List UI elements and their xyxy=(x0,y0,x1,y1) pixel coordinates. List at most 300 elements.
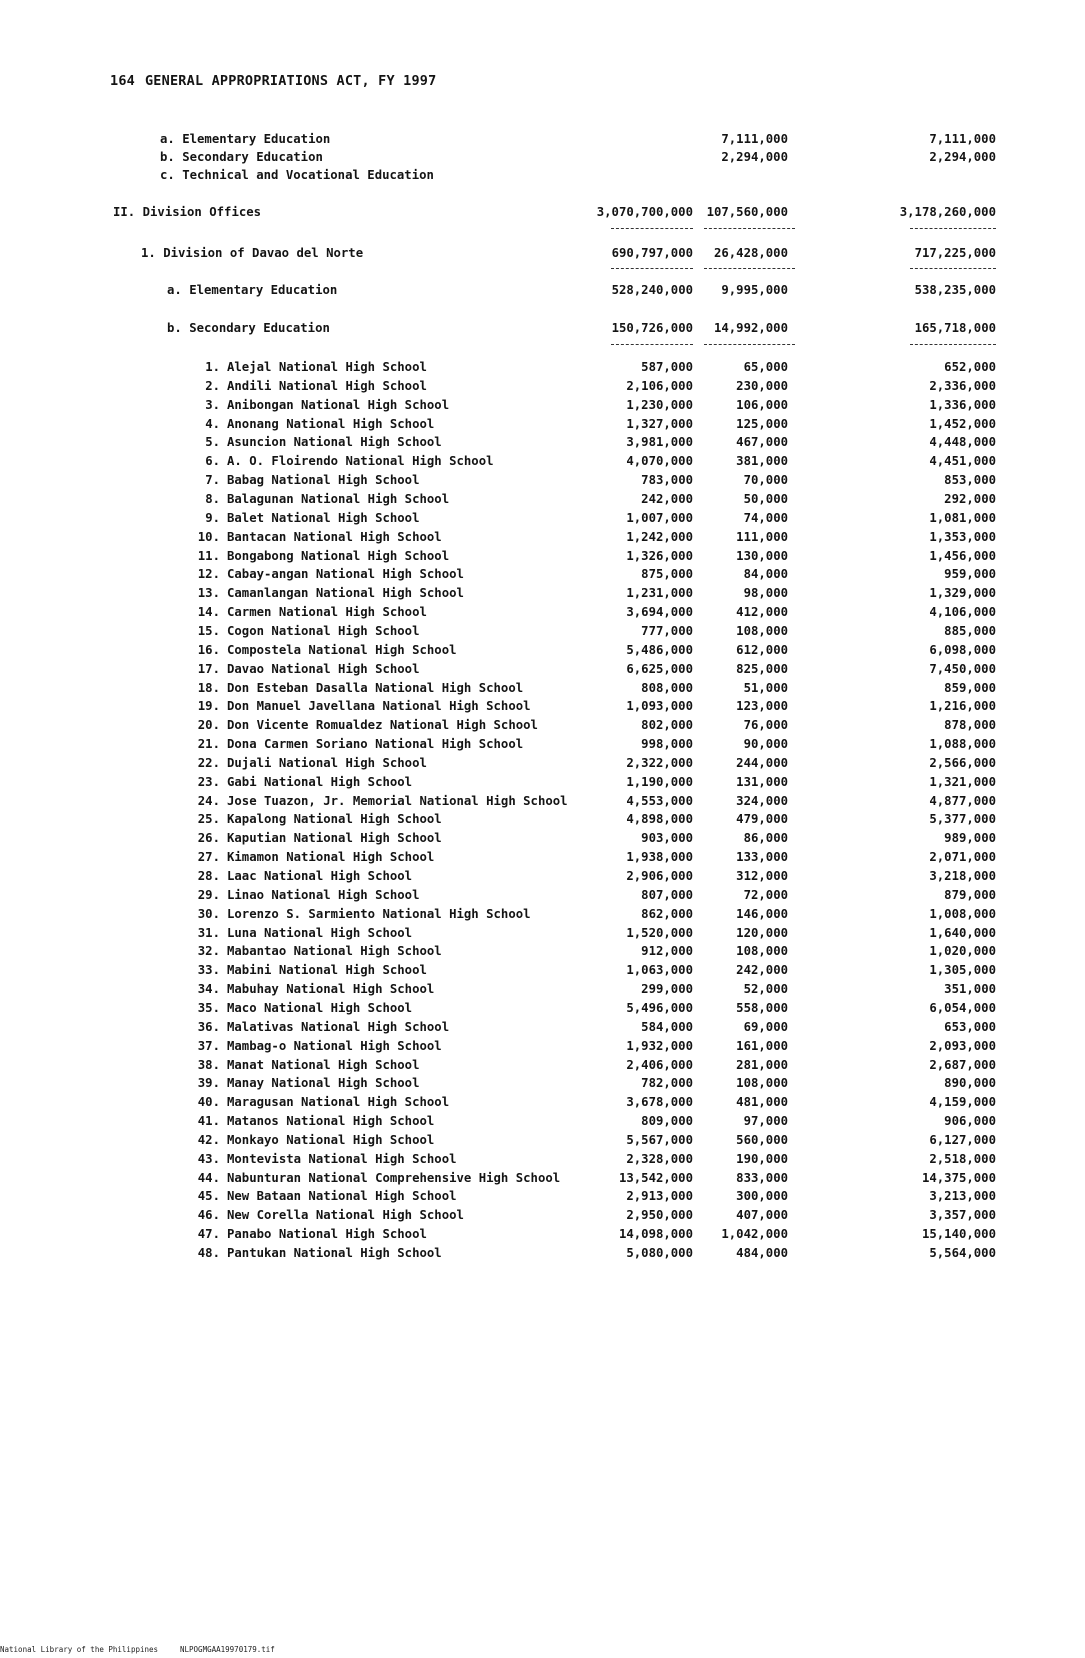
school-row xyxy=(0,793,1085,809)
amount-col1: 1,326,000 xyxy=(626,548,693,563)
school-name: Balagunan National High School xyxy=(227,492,450,506)
school-row xyxy=(0,642,1085,658)
item-row xyxy=(0,167,1085,183)
section-label: II. Division Offices xyxy=(113,205,262,219)
school-name: Anibongan National High School xyxy=(227,397,450,412)
school-number: 36. xyxy=(197,1019,220,1034)
school-row xyxy=(0,943,1085,959)
amount-total: 1,008,000 xyxy=(929,906,996,921)
amount-col1: 4,070,000 xyxy=(626,454,693,469)
school-name: Cabay-angan National High School xyxy=(227,567,464,582)
school-row xyxy=(0,981,1085,997)
amount-total: 15,140,000 xyxy=(921,1227,996,1242)
amount-total: 3,218,000 xyxy=(929,869,996,883)
amount-col1: 4,553,000 xyxy=(626,793,693,808)
amount-col1: 5,080,000 xyxy=(626,1246,693,1260)
rule xyxy=(910,228,996,229)
amount-col2: 86,000 xyxy=(743,831,788,846)
amount-col2: 74,000 xyxy=(743,510,788,525)
school-row xyxy=(0,962,1085,978)
amount-col1: 1,932,000 xyxy=(626,1038,693,1053)
secondary-row xyxy=(0,320,1085,336)
amount-col2: 612,000 xyxy=(736,642,788,657)
division-offices-row xyxy=(0,204,1085,220)
school-row xyxy=(0,811,1085,827)
amount-col2: 2,294,000 xyxy=(721,150,788,164)
amount-total: 890,000 xyxy=(944,1076,996,1091)
amount-col1: 802,000 xyxy=(641,718,693,733)
school-row xyxy=(0,755,1085,771)
amount-col1: 903,000 xyxy=(641,831,693,846)
amount-col2: 97,000 xyxy=(743,1114,788,1128)
amount-col1: 150,726,000 xyxy=(611,321,693,335)
school-name: Bongabong National High School xyxy=(227,548,450,563)
amount-col2: 481,000 xyxy=(736,1095,788,1110)
school-name: Luna National High School xyxy=(227,925,413,940)
amount-col1: 5,496,000 xyxy=(626,1000,693,1015)
amount-total: 653,000 xyxy=(944,1019,996,1034)
school-number: 39. xyxy=(197,1076,220,1091)
school-row xyxy=(0,434,1085,450)
school-name: Don Esteban Dasalla National High School xyxy=(227,680,524,695)
amount-col1: 1,093,000 xyxy=(626,699,693,714)
school-name: Camanlangan National High School xyxy=(227,586,464,601)
amount-total: 2,336,000 xyxy=(929,378,996,393)
school-row xyxy=(0,1113,1085,1129)
amount-col1: 587,000 xyxy=(641,360,693,374)
school-row xyxy=(0,925,1085,941)
school-number: 33. xyxy=(197,963,220,978)
amount-col1: 6,625,000 xyxy=(626,661,693,676)
amount-col2: 412,000 xyxy=(736,605,788,619)
amount-total: 652,000 xyxy=(944,360,996,374)
amount-col1: 14,098,000 xyxy=(618,1227,693,1242)
amount-col2: 111,000 xyxy=(736,529,788,544)
school-number: 29. xyxy=(197,887,220,902)
school-row xyxy=(0,1000,1085,1016)
school-name: Mabini National High School xyxy=(227,963,427,978)
rule xyxy=(611,228,693,229)
amount-col1: 5,567,000 xyxy=(626,1132,693,1147)
school-number: 43. xyxy=(197,1151,220,1166)
school-number: 13. xyxy=(197,586,220,601)
school-row xyxy=(0,1245,1085,1261)
amount-total: 1,088,000 xyxy=(929,737,996,751)
school-name: Babag National High School xyxy=(227,473,420,488)
school-number: 1. xyxy=(205,360,220,374)
school-number: 12. xyxy=(197,567,220,582)
amount-col2: 98,000 xyxy=(743,586,788,601)
amount-col2: 70,000 xyxy=(743,473,788,488)
school-row xyxy=(0,849,1085,865)
school-name: Mambag-o National High School xyxy=(227,1038,442,1053)
school-row xyxy=(0,887,1085,903)
school-row xyxy=(0,1057,1085,1073)
school-name: Panabo National High School xyxy=(227,1227,427,1242)
item-row xyxy=(0,149,1085,165)
school-number: 38. xyxy=(197,1057,220,1072)
amount-col1: 690,797,000 xyxy=(611,246,693,260)
school-name: Kimamon National High School xyxy=(227,850,435,865)
amount-col1: 998,000 xyxy=(641,737,693,751)
school-name: Asuncion National High School xyxy=(227,435,442,450)
amount-total: 1,353,000 xyxy=(929,529,996,544)
amount-total: 2,093,000 xyxy=(929,1038,996,1053)
school-row xyxy=(0,472,1085,488)
amount-total: 885,000 xyxy=(944,623,996,638)
school-name: Dona Carmen Soriano National High School xyxy=(227,737,524,751)
amount-total: 1,329,000 xyxy=(929,586,996,601)
school-number: 14. xyxy=(197,605,220,619)
amount-col2: 120,000 xyxy=(736,925,788,940)
amount-col1: 2,906,000 xyxy=(626,869,693,883)
school-number: 8. xyxy=(205,492,220,506)
school-row xyxy=(0,623,1085,639)
school-row xyxy=(0,585,1085,601)
amount-total: 879,000 xyxy=(944,887,996,902)
amount-total: 7,450,000 xyxy=(929,661,996,676)
amount-total: 165,718,000 xyxy=(914,321,996,335)
school-name: Mabantao National High School xyxy=(227,944,442,959)
school-row xyxy=(0,566,1085,582)
school-name: Kapalong National High School xyxy=(227,812,442,827)
amount-col2: 14,992,000 xyxy=(713,321,788,335)
amount-total: 2,518,000 xyxy=(929,1151,996,1166)
school-number: 47. xyxy=(197,1227,220,1242)
school-row xyxy=(0,378,1085,394)
school-name: Kaputian National High School xyxy=(227,831,442,846)
school-row xyxy=(0,1019,1085,1035)
school-name: Don Vicente Romualdez National High School xyxy=(227,718,538,733)
school-name: Monkayo National High School xyxy=(227,1132,435,1147)
amount-col1: 3,070,700,000 xyxy=(596,205,693,219)
amount-total: 959,000 xyxy=(944,567,996,582)
amount-col1: 5,486,000 xyxy=(626,642,693,657)
amount-total: 6,054,000 xyxy=(929,1000,996,1015)
school-number: 31. xyxy=(197,925,220,940)
amount-col2: 123,000 xyxy=(736,699,788,714)
amount-col2: 300,000 xyxy=(736,1189,788,1204)
school-row xyxy=(0,359,1085,375)
section-label: 1. Division of Davao del Norte xyxy=(141,246,364,260)
school-number: 42. xyxy=(197,1132,220,1147)
amount-col1: 584,000 xyxy=(641,1019,693,1034)
school-number: 26. xyxy=(197,831,220,846)
school-row xyxy=(0,830,1085,846)
school-row xyxy=(0,906,1085,922)
amount-total: 292,000 xyxy=(944,492,996,506)
school-number: 25. xyxy=(197,812,220,827)
amount-total: 14,375,000 xyxy=(921,1170,996,1185)
school-name: Laac National High School xyxy=(227,869,413,883)
school-number: 16. xyxy=(197,642,220,657)
amount-col1: 1,327,000 xyxy=(626,416,693,431)
amount-col2: 90,000 xyxy=(743,737,788,751)
elementary-row xyxy=(0,282,1085,298)
rule xyxy=(910,268,996,269)
amount-total: 989,000 xyxy=(944,831,996,846)
school-name: Nabunturan National Comprehensive High School xyxy=(227,1170,561,1185)
amount-col1: 3,694,000 xyxy=(626,605,693,619)
amount-col1: 808,000 xyxy=(641,680,693,695)
school-number: 10. xyxy=(197,529,220,544)
school-number: 35. xyxy=(197,1000,220,1015)
school-number: 45. xyxy=(197,1189,220,1204)
amount-col2: 69,000 xyxy=(743,1019,788,1034)
amount-col2: 7,111,000 xyxy=(721,132,788,146)
school-name: Linao National High School xyxy=(227,887,420,902)
amount-total: 6,098,000 xyxy=(929,642,996,657)
school-name: Don Manuel Javellana National High School xyxy=(227,699,531,714)
item-label: a. Elementary Education xyxy=(160,132,331,146)
school-number: 27. xyxy=(197,850,220,865)
amount-col1: 2,106,000 xyxy=(626,378,693,393)
school-number: 21. xyxy=(197,737,220,751)
school-row xyxy=(0,774,1085,790)
page-title: GENERAL APPROPRIATIONS ACT, FY 1997 xyxy=(144,73,437,89)
school-row xyxy=(0,1132,1085,1148)
school-name: Cogon National High School xyxy=(227,623,420,638)
school-row xyxy=(0,661,1085,677)
amount-total: 859,000 xyxy=(944,680,996,695)
school-number: 44. xyxy=(197,1170,220,1185)
amount-col2: 324,000 xyxy=(736,793,788,808)
rule xyxy=(704,228,795,229)
amount-col2: 825,000 xyxy=(736,661,788,676)
amount-col2: 281,000 xyxy=(736,1057,788,1072)
amount-col2: 131,000 xyxy=(736,774,788,789)
amount-col1: 1,231,000 xyxy=(626,586,693,601)
amount-total: 538,235,000 xyxy=(914,283,996,297)
amount-col1: 1,190,000 xyxy=(626,774,693,789)
school-name: Maco National High School xyxy=(227,1000,413,1015)
amount-col1: 807,000 xyxy=(641,887,693,902)
amount-col1: 13,542,000 xyxy=(618,1170,693,1185)
amount-col1: 2,913,000 xyxy=(626,1189,693,1204)
school-name: Gabi National High School xyxy=(227,774,413,789)
school-name: Manat National High School xyxy=(227,1057,420,1072)
school-number: 30. xyxy=(197,906,220,921)
amount-total: 1,081,000 xyxy=(929,510,996,525)
school-name: Lorenzo S. Sarmiento National High School xyxy=(227,906,531,921)
amount-col1: 862,000 xyxy=(641,906,693,921)
section-label: b. Secondary Education xyxy=(167,321,330,335)
amount-total: 4,159,000 xyxy=(929,1095,996,1110)
amount-col1: 1,242,000 xyxy=(626,529,693,544)
school-number: 15. xyxy=(197,623,220,638)
rule xyxy=(704,268,795,269)
school-row xyxy=(0,529,1085,545)
amount-col2: 560,000 xyxy=(736,1132,788,1147)
amount-col2: 50,000 xyxy=(743,492,788,506)
amount-total: 3,178,260,000 xyxy=(899,205,996,219)
school-number: 11. xyxy=(197,548,220,563)
amount-total: 3,357,000 xyxy=(929,1208,996,1223)
amount-col2: 244,000 xyxy=(736,755,788,770)
amount-total: 5,564,000 xyxy=(929,1246,996,1260)
amount-total: 2,687,000 xyxy=(929,1057,996,1072)
item-label: b. Secondary Education xyxy=(160,150,323,164)
school-number: 3. xyxy=(205,397,220,412)
school-name: Manay National High School xyxy=(227,1076,420,1091)
school-number: 18. xyxy=(197,680,220,695)
school-row xyxy=(0,1038,1085,1054)
school-number: 37. xyxy=(197,1038,220,1053)
section-label: a. Elementary Education xyxy=(167,283,338,297)
amount-col2: 52,000 xyxy=(743,982,788,997)
school-number: 46. xyxy=(197,1208,220,1223)
school-number: 41. xyxy=(197,1114,220,1128)
school-name: Mabuhay National High School xyxy=(227,982,435,997)
school-number: 17. xyxy=(197,661,220,676)
page-number: 164 xyxy=(110,73,135,89)
amount-col2: 230,000 xyxy=(736,378,788,393)
school-row xyxy=(0,1151,1085,1167)
rule xyxy=(704,344,795,345)
amount-col2: 242,000 xyxy=(736,963,788,978)
school-number: 9. xyxy=(205,510,220,525)
amount-col2: 161,000 xyxy=(736,1038,788,1053)
item-row xyxy=(0,131,1085,147)
amount-col1: 2,328,000 xyxy=(626,1151,693,1166)
school-number: 40. xyxy=(197,1095,220,1110)
amount-total: 1,321,000 xyxy=(929,774,996,789)
amount-total: 2,566,000 xyxy=(929,755,996,770)
amount-col2: 467,000 xyxy=(736,435,788,450)
school-number: 24. xyxy=(197,793,220,808)
school-row xyxy=(0,1094,1085,1110)
school-number: 32. xyxy=(197,944,220,959)
amount-total: 1,305,000 xyxy=(929,963,996,978)
amount-col2: 125,000 xyxy=(736,416,788,431)
school-name: Davao National High School xyxy=(227,661,420,676)
school-name: Bantacan National High School xyxy=(227,529,442,544)
amount-total: 7,111,000 xyxy=(929,132,996,146)
amount-col2: 381,000 xyxy=(736,454,788,469)
school-row xyxy=(0,1226,1085,1242)
amount-col1: 2,950,000 xyxy=(626,1208,693,1223)
amount-col2: 190,000 xyxy=(736,1151,788,1166)
amount-col2: 130,000 xyxy=(736,548,788,563)
amount-total: 1,640,000 xyxy=(929,925,996,940)
school-number: 22. xyxy=(197,755,220,770)
school-number: 4. xyxy=(205,416,220,431)
amount-col2: 108,000 xyxy=(736,623,788,638)
school-row xyxy=(0,397,1085,413)
amount-col2: 833,000 xyxy=(736,1170,788,1185)
footer-file: NLPOGMGAA19970179.tif xyxy=(180,1645,275,1654)
amount-col2: 484,000 xyxy=(736,1246,788,1260)
amount-col2: 479,000 xyxy=(736,812,788,827)
amount-total: 906,000 xyxy=(944,1114,996,1128)
amount-total: 717,225,000 xyxy=(914,246,996,260)
school-name: Dujali National High School xyxy=(227,755,427,770)
amount-col1: 1,938,000 xyxy=(626,850,693,865)
amount-col2: 106,000 xyxy=(736,397,788,412)
rule xyxy=(611,268,693,269)
amount-col1: 809,000 xyxy=(641,1114,693,1128)
school-name: Andili National High School xyxy=(227,378,427,393)
rule xyxy=(611,344,693,345)
school-row xyxy=(0,453,1085,469)
amount-col1: 2,406,000 xyxy=(626,1057,693,1072)
amount-total: 2,071,000 xyxy=(929,850,996,865)
footer-library: National Library of the Philippines xyxy=(0,1645,159,1654)
amount-col1: 782,000 xyxy=(641,1076,693,1091)
school-name: New Corella National High School xyxy=(227,1208,464,1223)
footer xyxy=(0,1645,275,1654)
amount-col2: 107,560,000 xyxy=(706,205,788,219)
school-row xyxy=(0,1170,1085,1186)
amount-col1: 1,520,000 xyxy=(626,925,693,940)
amount-total: 1,452,000 xyxy=(929,416,996,431)
amount-col1: 3,981,000 xyxy=(626,435,693,450)
amount-col2: 312,000 xyxy=(736,869,788,883)
school-name: Montevista National High School xyxy=(227,1151,457,1166)
school-number: 19. xyxy=(197,699,220,714)
amount-total: 4,451,000 xyxy=(929,454,996,469)
school-row xyxy=(0,416,1085,432)
school-name: Maragusan National High School xyxy=(227,1095,450,1110)
amount-col2: 72,000 xyxy=(743,887,788,902)
amount-col1: 1,063,000 xyxy=(626,963,693,978)
amount-col1: 783,000 xyxy=(641,473,693,488)
amount-col2: 407,000 xyxy=(736,1208,788,1223)
amount-col1: 912,000 xyxy=(641,944,693,959)
school-number: 48. xyxy=(197,1246,220,1260)
item-label: c. Technical and Vocational Education xyxy=(160,168,434,182)
school-row xyxy=(0,868,1085,884)
school-name: New Bataan National High School xyxy=(227,1189,457,1204)
school-name: Balet National High School xyxy=(227,510,420,525)
amount-col2: 51,000 xyxy=(743,680,788,695)
amount-total: 1,336,000 xyxy=(929,397,996,412)
school-name: Anonang National High School xyxy=(227,416,435,431)
amount-total: 6,127,000 xyxy=(929,1132,996,1147)
amount-total: 3,213,000 xyxy=(929,1189,996,1204)
school-name: Alejal National High School xyxy=(227,360,427,374)
amount-col1: 528,240,000 xyxy=(611,283,693,297)
school-number: 23. xyxy=(197,774,220,789)
amount-col1: 1,007,000 xyxy=(626,510,693,525)
amount-col2: 9,995,000 xyxy=(721,283,788,297)
school-number: 28. xyxy=(197,869,220,883)
school-name: A. O. Floirendo National High School xyxy=(227,454,494,469)
amount-col1: 3,678,000 xyxy=(626,1095,693,1110)
amount-total: 1,020,000 xyxy=(929,944,996,959)
amount-col2: 108,000 xyxy=(736,1076,788,1091)
school-name: Malativas National High School xyxy=(227,1019,450,1034)
school-row xyxy=(0,717,1085,733)
amount-col2: 108,000 xyxy=(736,944,788,959)
rule xyxy=(910,344,996,345)
amount-col1: 1,230,000 xyxy=(626,397,693,412)
school-number: 2. xyxy=(205,378,220,393)
amount-col2: 26,428,000 xyxy=(713,246,788,260)
amount-total: 1,456,000 xyxy=(929,548,996,563)
amount-col2: 84,000 xyxy=(743,567,788,582)
amount-col2: 558,000 xyxy=(736,1000,788,1015)
amount-col1: 242,000 xyxy=(641,492,693,506)
school-number: 5. xyxy=(205,435,220,450)
school-row xyxy=(0,604,1085,620)
amount-total: 351,000 xyxy=(944,982,996,997)
amount-col2: 65,000 xyxy=(743,360,788,374)
amount-total: 878,000 xyxy=(944,718,996,733)
amount-total: 1,216,000 xyxy=(929,699,996,714)
amount-col1: 777,000 xyxy=(641,623,693,638)
amount-total: 4,106,000 xyxy=(929,605,996,619)
